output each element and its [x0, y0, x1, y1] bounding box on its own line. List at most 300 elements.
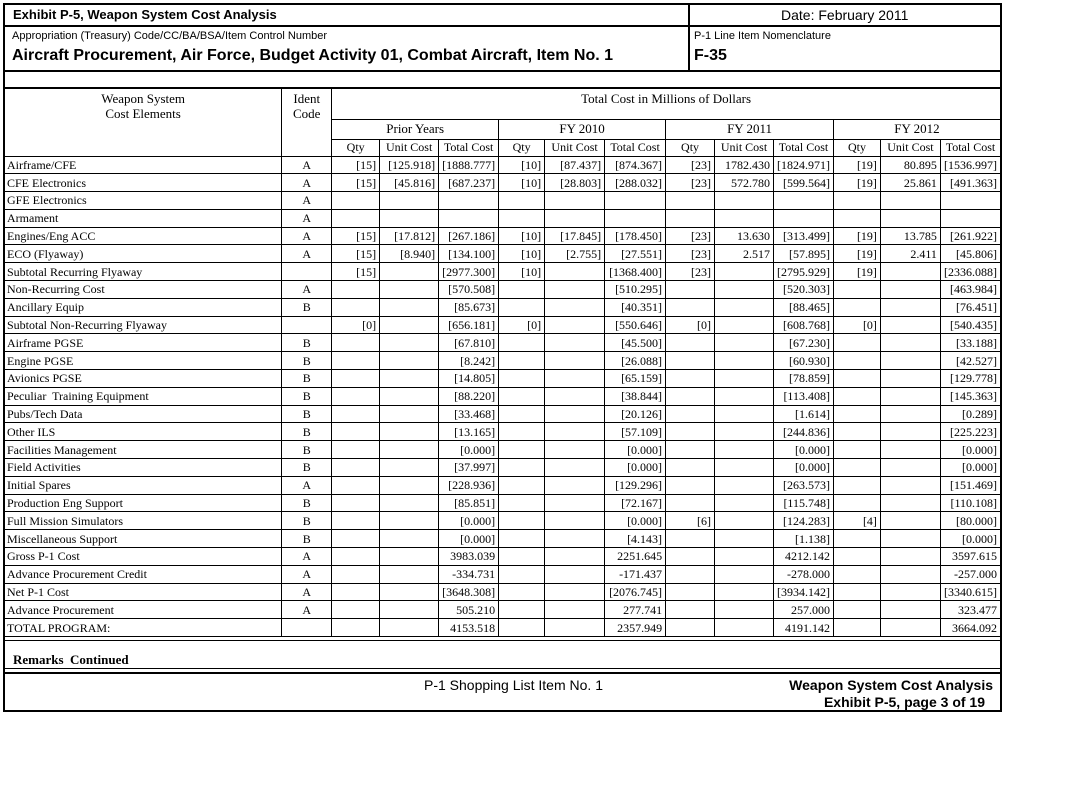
qty-cell: [23] — [666, 245, 715, 263]
total-cost-cell: 4212.142 — [773, 548, 833, 566]
cost-element: Initial Spares — [5, 476, 282, 494]
ident-code: B — [282, 494, 332, 512]
ident-code — [282, 263, 332, 281]
total-cost-cell: [540.435] — [940, 316, 1000, 334]
unit-cost-cell — [715, 459, 774, 477]
qty-cell — [499, 601, 545, 619]
cost-element: Miscellaneous Support — [5, 530, 282, 548]
unit-cost-cell: [17.812] — [380, 227, 439, 245]
unit-cost-cell — [715, 281, 774, 299]
unit-cost-cell — [380, 263, 439, 281]
total-cost-cell: [0.000] — [605, 459, 666, 477]
table-row — [5, 530, 1000, 548]
qty-cell: [0] — [833, 316, 880, 334]
total-cost-cell: [1.614] — [773, 405, 833, 423]
total-cost-cell: [0.000] — [439, 441, 499, 459]
total-cost-cell: [78.859] — [773, 370, 833, 388]
total-cost-cell: [88.220] — [439, 387, 499, 405]
table-row — [5, 441, 1000, 459]
subheader-unit-cost: Unit Cost — [380, 139, 439, 156]
unit-cost-cell: 572.780 — [715, 174, 774, 192]
total-cost-cell: [14.805] — [439, 370, 499, 388]
unit-cost-cell — [880, 281, 940, 299]
unit-cost-cell — [380, 298, 439, 316]
unit-cost-cell — [880, 263, 940, 281]
unit-cost-cell — [380, 209, 439, 227]
table-row — [5, 281, 1000, 299]
qty-cell — [666, 192, 715, 210]
qty-cell — [332, 530, 380, 548]
footer-page-number: Exhibit P-5, page 3 of 19 — [823, 694, 985, 710]
qty-cell — [833, 298, 880, 316]
ident-code: B — [282, 423, 332, 441]
total-cost-cell: 3597.615 — [940, 548, 1000, 566]
subheader-total-cost: Total Cost — [439, 139, 499, 156]
qty-cell: [10] — [499, 174, 545, 192]
cost-element: Other ILS — [5, 423, 282, 441]
total-cost-cell: [570.508] — [439, 281, 499, 299]
total-cost-cell: [151.469] — [940, 476, 1000, 494]
qty-cell — [833, 192, 880, 210]
qty-cell — [332, 494, 380, 512]
unit-cost-cell — [545, 387, 605, 405]
qty-cell — [332, 370, 380, 388]
qty-cell — [833, 441, 880, 459]
unit-cost-cell — [545, 316, 605, 334]
total-cost-cell: [2076.745] — [605, 583, 666, 601]
unit-cost-cell — [715, 192, 774, 210]
qty-cell — [332, 209, 380, 227]
qty-cell — [666, 334, 715, 352]
total-cost-cell: [267.186] — [439, 227, 499, 245]
unit-cost-cell — [380, 281, 439, 299]
qty-cell: [19] — [833, 174, 880, 192]
table-row — [5, 156, 1000, 174]
total-cost-cell: [45.806] — [940, 245, 1000, 263]
qty-cell — [499, 192, 545, 210]
qty-cell — [666, 548, 715, 566]
qty-cell — [499, 494, 545, 512]
unit-cost-cell — [545, 423, 605, 441]
total-cost-cell: [1368.400] — [605, 263, 666, 281]
total-cost-cell: [244.836] — [773, 423, 833, 441]
qty-cell — [833, 565, 880, 583]
unit-cost-cell — [380, 548, 439, 566]
unit-cost-cell: [2.755] — [545, 245, 605, 263]
qty-cell — [833, 209, 880, 227]
unit-cost-cell — [880, 405, 940, 423]
ident-code: B — [282, 441, 332, 459]
total-cost-cell: [13.165] — [439, 423, 499, 441]
total-cost-cell: [76.451] — [940, 298, 1000, 316]
total-cost-cell: [0.000] — [773, 441, 833, 459]
unit-cost-cell — [715, 583, 774, 601]
qty-cell: [10] — [499, 227, 545, 245]
unit-cost-cell — [380, 476, 439, 494]
header-group: FY 2011 — [666, 119, 834, 139]
unit-cost-cell — [380, 387, 439, 405]
total-cost-cell: [134.100] — [439, 245, 499, 263]
table-row — [5, 476, 1000, 494]
unit-cost-cell: 13.630 — [715, 227, 774, 245]
cost-element: Non-Recurring Cost — [5, 281, 282, 299]
qty-cell — [833, 387, 880, 405]
ident-code: B — [282, 530, 332, 548]
total-cost-cell: [0.000] — [605, 441, 666, 459]
total-cost-cell: [178.450] — [605, 227, 666, 245]
unit-cost-cell — [880, 565, 940, 583]
exhibit-date: Date: February 2011 — [781, 7, 909, 23]
ident-code: A — [282, 476, 332, 494]
qty-cell — [666, 423, 715, 441]
total-cost-cell: [72.167] — [605, 494, 666, 512]
total-cost-cell: [67.810] — [439, 334, 499, 352]
total-cost-cell: [88.465] — [773, 298, 833, 316]
qty-cell — [499, 476, 545, 494]
table-row — [5, 565, 1000, 583]
unit-cost-cell — [715, 316, 774, 334]
total-cost-cell: [65.159] — [605, 370, 666, 388]
ident-code: A — [282, 209, 332, 227]
footer-shopping-list: P-1 Shopping List Item No. 1 — [424, 677, 603, 693]
total-cost-cell — [439, 192, 499, 210]
table-row — [5, 334, 1000, 352]
qty-cell — [666, 298, 715, 316]
total-cost-cell: [0.289] — [940, 405, 1000, 423]
total-cost-cell: [2336.088] — [940, 263, 1000, 281]
header-group: FY 2012 — [833, 119, 1000, 139]
header-bottom-divider — [5, 70, 1000, 72]
qty-cell: [6] — [666, 512, 715, 530]
cost-element: Advance Procurement — [5, 601, 282, 619]
total-cost-cell: [57.109] — [605, 423, 666, 441]
total-cost-cell: 277.741 — [605, 601, 666, 619]
qty-cell — [666, 530, 715, 548]
cost-element: Subtotal Recurring Flyaway — [5, 263, 282, 281]
unit-cost-cell — [545, 352, 605, 370]
qty-cell — [499, 530, 545, 548]
unit-cost-cell — [380, 583, 439, 601]
unit-cost-cell: 2.411 — [880, 245, 940, 263]
qty-cell — [332, 565, 380, 583]
unit-cost-cell — [715, 423, 774, 441]
qty-cell — [833, 281, 880, 299]
qty-cell: [23] — [666, 263, 715, 281]
subheader-qty: Qty — [833, 139, 880, 156]
header-divider — [5, 25, 1000, 27]
cost-element: Engines/Eng ACC — [5, 227, 282, 245]
total-cost-cell: [115.748] — [773, 494, 833, 512]
unit-cost-cell — [545, 583, 605, 601]
unit-cost-cell — [715, 441, 774, 459]
total-cost-cell: [2795.929] — [773, 263, 833, 281]
qty-cell — [332, 387, 380, 405]
unit-cost-cell — [380, 512, 439, 530]
qty-cell — [833, 352, 880, 370]
unit-cost-cell: [45.816] — [380, 174, 439, 192]
unit-cost-cell — [545, 334, 605, 352]
total-cost-cell: 2357.949 — [605, 619, 666, 637]
cost-element: Field Activities — [5, 459, 282, 477]
table-row — [5, 174, 1000, 192]
remarks-top-divider — [5, 640, 1000, 641]
total-cost-cell: 4191.142 — [773, 619, 833, 637]
unit-cost-cell — [545, 494, 605, 512]
qty-cell — [499, 583, 545, 601]
qty-cell — [499, 619, 545, 637]
unit-cost-cell — [880, 192, 940, 210]
total-cost-cell: [1536.997] — [940, 156, 1000, 174]
qty-cell — [833, 494, 880, 512]
unit-cost-cell — [380, 494, 439, 512]
ident-code: B — [282, 352, 332, 370]
ident-code: A — [282, 281, 332, 299]
unit-cost-cell — [545, 530, 605, 548]
unit-cost-cell — [880, 530, 940, 548]
qty-cell — [666, 352, 715, 370]
cost-element: Net P-1 Cost — [5, 583, 282, 601]
unit-cost-cell — [715, 209, 774, 227]
unit-cost-cell — [380, 619, 439, 637]
unit-cost-cell — [545, 281, 605, 299]
header-ident-code-text: Ident Code — [293, 91, 321, 121]
unit-cost-cell — [545, 298, 605, 316]
subheader-qty: Qty — [332, 139, 380, 156]
total-cost-cell: [42.527] — [940, 352, 1000, 370]
qty-cell — [499, 334, 545, 352]
unit-cost-cell — [380, 423, 439, 441]
total-cost-cell: [124.283] — [773, 512, 833, 530]
qty-cell — [666, 619, 715, 637]
unit-cost-cell — [715, 476, 774, 494]
qty-cell: [15] — [332, 227, 380, 245]
unit-cost-cell — [545, 209, 605, 227]
qty-cell — [332, 459, 380, 477]
qty-cell — [332, 512, 380, 530]
unit-cost-cell — [380, 459, 439, 477]
total-cost-cell: [463.984] — [940, 281, 1000, 299]
total-cost-cell: [57.895] — [773, 245, 833, 263]
qty-cell: [10] — [499, 156, 545, 174]
total-cost-cell: [33.188] — [940, 334, 1000, 352]
qty-cell — [332, 334, 380, 352]
qty-cell — [499, 298, 545, 316]
total-cost-cell: [510.295] — [605, 281, 666, 299]
exhibit-title: Exhibit P-5, Weapon System Cost Analysis — [13, 7, 277, 22]
unit-cost-cell — [380, 334, 439, 352]
total-cost-cell: [40.351] — [605, 298, 666, 316]
subheader-unit-cost: Unit Cost — [880, 139, 940, 156]
cost-element: GFE Electronics — [5, 192, 282, 210]
total-cost-cell: [0.000] — [439, 512, 499, 530]
cost-element: Airframe/CFE — [5, 156, 282, 174]
total-cost-cell: [110.108] — [940, 494, 1000, 512]
total-cost-cell: [33.468] — [439, 405, 499, 423]
total-cost-cell: [2977.300] — [439, 263, 499, 281]
table-row — [5, 405, 1000, 423]
total-cost-cell: 3664.092 — [940, 619, 1000, 637]
table-row — [5, 245, 1000, 263]
cost-table — [5, 89, 1000, 637]
table-row — [5, 298, 1000, 316]
qty-cell — [499, 441, 545, 459]
table-row — [5, 583, 1000, 601]
unit-cost-cell — [380, 565, 439, 583]
cost-element: Avionics PGSE — [5, 370, 282, 388]
qty-cell: [23] — [666, 156, 715, 174]
unit-cost-cell — [880, 494, 940, 512]
total-cost-cell: [550.646] — [605, 316, 666, 334]
qty-cell — [332, 405, 380, 423]
qty-cell — [833, 459, 880, 477]
total-cost-cell: [0.000] — [940, 441, 1000, 459]
unit-cost-cell — [880, 619, 940, 637]
qty-cell — [666, 583, 715, 601]
unit-cost-cell — [380, 441, 439, 459]
total-cost-cell: [656.181] — [439, 316, 499, 334]
qty-cell — [666, 370, 715, 388]
cost-element: Gross P-1 Cost — [5, 548, 282, 566]
qty-cell — [833, 476, 880, 494]
qty-cell — [332, 192, 380, 210]
table-row — [5, 209, 1000, 227]
qty-cell — [332, 619, 380, 637]
total-cost-cell: [1.138] — [773, 530, 833, 548]
unit-cost-cell — [545, 459, 605, 477]
qty-cell — [666, 387, 715, 405]
qty-cell — [499, 565, 545, 583]
total-cost-cell: [225.223] — [940, 423, 1000, 441]
total-cost-cell: [37.997] — [439, 459, 499, 477]
unit-cost-cell — [545, 601, 605, 619]
header-ident-code — [282, 89, 332, 156]
qty-cell: [15] — [332, 156, 380, 174]
unit-cost-cell — [715, 405, 774, 423]
total-cost-cell: [113.408] — [773, 387, 833, 405]
header-total-cost: Total Cost in Millions of Dollars — [332, 89, 1000, 119]
qty-cell: [23] — [666, 174, 715, 192]
ident-code: A — [282, 192, 332, 210]
cost-element: Production Eng Support — [5, 494, 282, 512]
qty-cell — [833, 370, 880, 388]
unit-cost-cell — [545, 370, 605, 388]
unit-cost-cell — [715, 334, 774, 352]
unit-cost-cell — [545, 619, 605, 637]
nomenclature-label: P-1 Line Item Nomenclature — [694, 30, 831, 42]
table-row — [5, 548, 1000, 566]
unit-cost-cell — [715, 494, 774, 512]
subheader-qty: Qty — [499, 139, 545, 156]
cost-element: Peculiar Training Equipment — [5, 387, 282, 405]
unit-cost-cell: [87.437] — [545, 156, 605, 174]
qty-cell — [666, 565, 715, 583]
total-cost-cell: -278.000 — [773, 565, 833, 583]
qty-cell: [0] — [666, 316, 715, 334]
unit-cost-cell — [715, 548, 774, 566]
subheader-unit-cost: Unit Cost — [545, 139, 605, 156]
qty-cell — [833, 334, 880, 352]
qty-cell — [666, 494, 715, 512]
unit-cost-cell: [8.940] — [380, 245, 439, 263]
qty-cell — [332, 548, 380, 566]
qty-cell — [499, 370, 545, 388]
total-cost-cell: [129.778] — [940, 370, 1000, 388]
subheader-total-cost: Total Cost — [773, 139, 833, 156]
total-cost-cell: [288.032] — [605, 174, 666, 192]
table-row — [5, 459, 1000, 477]
total-cost-cell: [38.844] — [605, 387, 666, 405]
total-cost-cell: 2251.645 — [605, 548, 666, 566]
qty-cell — [499, 387, 545, 405]
total-cost-cell — [773, 192, 833, 210]
qty-cell — [833, 423, 880, 441]
total-cost-cell: [491.363] — [940, 174, 1000, 192]
unit-cost-cell — [715, 601, 774, 619]
qty-cell — [332, 352, 380, 370]
unit-cost-cell — [880, 334, 940, 352]
ident-code: B — [282, 405, 332, 423]
total-cost-cell: [3648.308] — [439, 583, 499, 601]
ident-code: B — [282, 334, 332, 352]
total-cost-cell: [20.126] — [605, 405, 666, 423]
total-cost-cell: 4153.518 — [439, 619, 499, 637]
table-row — [5, 512, 1000, 530]
qty-cell — [666, 476, 715, 494]
qty-cell: [15] — [332, 263, 380, 281]
qty-cell — [833, 583, 880, 601]
total-cost-cell: [0.000] — [940, 530, 1000, 548]
qty-cell — [833, 619, 880, 637]
qty-cell — [332, 583, 380, 601]
total-cost-cell: [129.296] — [605, 476, 666, 494]
unit-cost-cell — [545, 263, 605, 281]
ident-code: A — [282, 156, 332, 174]
qty-cell — [833, 601, 880, 619]
qty-cell: [23] — [666, 227, 715, 245]
cost-element: Pubs/Tech Data — [5, 405, 282, 423]
total-cost-cell: [0.000] — [773, 459, 833, 477]
appropriation-value: Aircraft Procurement, Air Force, Budget Activity 01, Combat Aircraft, Item No. 1 — [12, 47, 614, 64]
table-row — [5, 619, 1000, 637]
total-cost-cell: 323.477 — [940, 601, 1000, 619]
qty-cell — [666, 209, 715, 227]
qty-cell — [332, 441, 380, 459]
unit-cost-cell: 80.895 — [880, 156, 940, 174]
unit-cost-cell — [715, 530, 774, 548]
unit-cost-cell: 13.785 — [880, 227, 940, 245]
ident-code: B — [282, 370, 332, 388]
unit-cost-cell — [880, 548, 940, 566]
table-row — [5, 494, 1000, 512]
unit-cost-cell — [880, 423, 940, 441]
subheader-total-cost: Total Cost — [605, 139, 666, 156]
unit-cost-cell: [28.803] — [545, 174, 605, 192]
unit-cost-cell — [715, 298, 774, 316]
ident-code: A — [282, 548, 332, 566]
ident-code — [282, 316, 332, 334]
table-row — [5, 192, 1000, 210]
ident-code: A — [282, 601, 332, 619]
ident-code — [282, 619, 332, 637]
cost-element: Subtotal Non-Recurring Flyaway — [5, 316, 282, 334]
total-cost-cell: [599.564] — [773, 174, 833, 192]
total-cost-cell: [228.936] — [439, 476, 499, 494]
qty-cell — [666, 405, 715, 423]
unit-cost-cell — [880, 298, 940, 316]
cost-element: Engine PGSE — [5, 352, 282, 370]
qty-cell — [666, 441, 715, 459]
qty-cell: [4] — [833, 512, 880, 530]
